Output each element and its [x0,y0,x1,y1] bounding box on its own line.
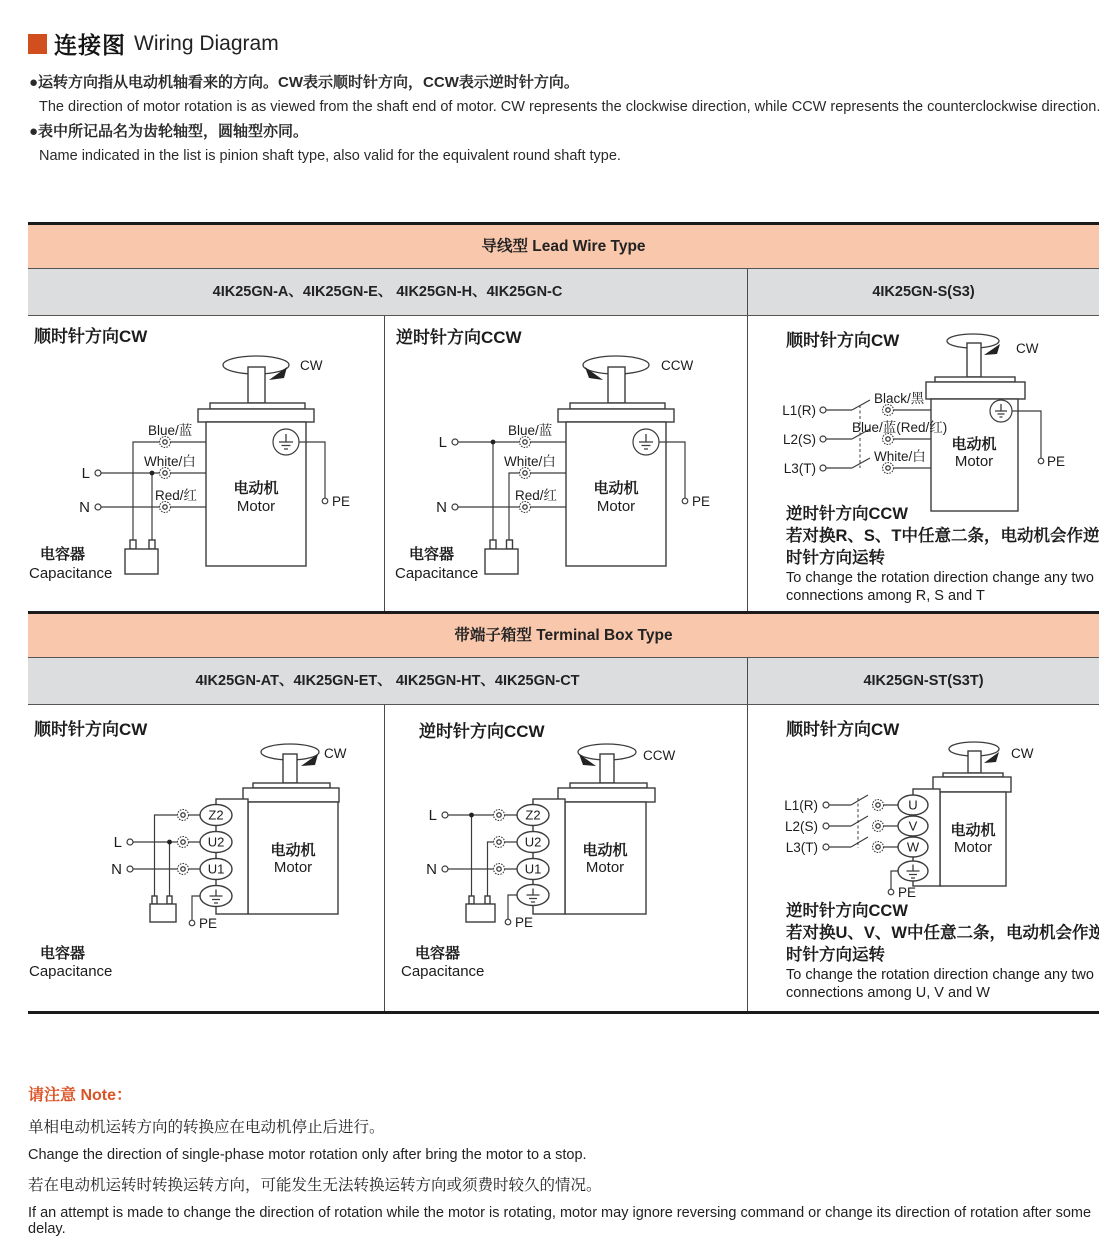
note-line: 时针方向运转 [786,549,885,567]
motor [558,367,674,566]
terminal-box-type-table [28,611,1099,1014]
table-header-terminal-box: 带端子箱型 Terminal Box Type [28,614,1099,658]
page-title [28,27,279,60]
note-line: To change the rotation direction change any two [786,967,1094,983]
pe-label: PE [515,915,534,930]
wire-label-top: Blue/蓝 [508,423,553,438]
wire-label-top: Blue/蓝 [148,423,193,438]
intro-line-zh: ●运转方向指从电动机轴看来的方向。CW表示顺时针方向，CCW表示逆时针方向。 [29,74,579,91]
diagram-s3-cw [748,316,1099,611]
input-terminal-l [127,839,133,845]
rotation-indicator [223,356,323,380]
pe-terminal [505,919,511,925]
wiring [79,422,206,540]
junction-dot [491,440,496,445]
motor-label-zh: 电动机 [233,480,279,497]
input-terminal-n [127,866,133,872]
screw-terminal-icon [178,810,189,875]
input-label-l: L [81,465,90,482]
diagram-terminalbox-cw [28,705,385,1011]
input-label-l: L [428,807,437,824]
input-terminal-t [823,844,829,850]
rotation-label: CW [1011,746,1034,761]
pe-terminal [1038,458,1044,464]
model-row [28,658,1099,705]
pe-label: PE [692,494,711,509]
diagram-s3t-cw [748,705,1099,1011]
diagram-cell-leadwire-cw [28,316,385,611]
input-label-l: L [438,434,447,451]
capacitor-label-en: Capacitance [395,565,479,582]
capacitor-icon [150,904,176,922]
screw-terminal-icon [494,810,505,875]
terminal-label: Z2 [525,807,541,823]
motor-label-en: Motor [585,859,625,876]
wire-label-bot: White/白 [874,449,926,464]
input-terminal-l [442,812,448,818]
motor-label-zh: 电动机 [270,842,316,859]
footer-note-line: 单相电动机运转方向的转换应在电动机停止后进行。 [28,1119,385,1136]
diagram-title: 顺时针方向CW [34,327,148,346]
motor-shaft [248,367,265,403]
note-line: 时针方向运转 [786,946,885,964]
rotation-indicator [261,744,347,766]
motor-shaft [600,754,614,783]
input-terminal-t [820,465,826,471]
model-names-right: 4IK25GN-ST(S3T) [863,673,984,689]
model-names-left: 4IK25GN-A、4IK25GN-E、 4IK25GN-H、4IK25GN-C [28,269,748,315]
input-label-n: N [79,499,90,516]
diagram-title: 顺时针方向CW [786,720,900,739]
motor-label-zh: 电动机 [582,842,628,859]
diagram-title: 逆时针方向CCW [419,722,545,741]
input-label-s: L2(S) [784,819,818,834]
motor-label-zh: 电动机 [951,436,997,453]
wiring [436,422,566,540]
motor-shaft [967,343,981,377]
input-label-n: N [426,861,437,878]
rotation-indicator [578,744,675,766]
motor [216,754,339,914]
model-names-left: 4IK25GN-AT、4IK25GN-ET、 4IK25GN-HT、4IK25GN-CT [28,658,748,704]
motor-label-en: Motor [236,498,276,515]
wiring [782,391,947,476]
input-terminal-n [95,504,101,510]
capacitor-label-zh: 电容器 [40,945,86,962]
diagram-cell-s3 [748,316,1099,611]
motor-flange [243,788,339,802]
input-terminal-l [95,470,101,476]
rotation-label: CW [300,358,323,373]
wire-label-top: Black/黑 [874,391,925,406]
rotation-label: CW [324,746,347,761]
footer-note-line: 若在电动机运转时转换运转方向，可能发生无法转换运转方向或须费时较久的情况。 [28,1177,602,1194]
input-label-n: N [436,499,447,516]
capacitor-label-en: Capacitance [29,963,113,980]
rotation-indicator [583,356,693,380]
wiring [426,807,517,896]
rotation-label: CCW [661,358,694,373]
input-terminal-s [820,436,826,442]
pe-terminal [189,920,195,926]
motor-label-en: Motor [273,859,313,876]
motor-flange [933,777,1011,792]
capacitor [401,896,495,980]
motor-shaft [608,367,625,403]
input-label-n: N [111,861,122,878]
motor-label-en: Motor [596,498,636,515]
model-row [28,269,1099,316]
diagram-title: 顺时针方向CW [786,331,900,350]
page-title-zh: 连接图 [54,32,126,58]
diagram-cell-terminalbox-ccw [385,705,748,1011]
model-names-right: 4IK25GN-S(S3) [872,284,975,300]
capacitor-label-en: Capacitance [401,963,485,980]
junction-dot [167,840,172,845]
rotation-label: CW [1016,341,1039,356]
motor-label-en: Motor [954,453,994,470]
input-label-r: L1(R) [782,403,816,418]
wire-label-bot: Red/红 [515,488,558,503]
motor-flange [198,409,314,422]
motor [913,751,1011,886]
pe-label: PE [1047,454,1066,469]
capacitor-icon [125,549,158,574]
capacitor [29,896,176,980]
diagram-terminalbox-ccw [385,705,748,1011]
intro-line-en: Name indicated in the list is pinion shaft type, also valid for the equivalent round shaft type. [39,148,621,164]
wire-label-mid: Blue/蓝(Red/红) [852,420,948,435]
input-label-l: L [113,834,122,851]
rotation-indicator [949,742,1034,763]
diagram-cell-leadwire-ccw [385,316,748,611]
intro-line-zh: ●表中所记品名为齿轮轴型，圆轴型亦同。 [29,123,309,140]
input-terminal-n [452,504,458,510]
motor-flange [926,382,1025,399]
terminal-label: U1 [207,861,225,877]
input-label-t: L3(T) [783,461,816,476]
footer-note-line: Change the direction of single-phase motor rotation only after bring the motor to a stop. [28,1147,587,1163]
reverse-note [786,900,1099,1001]
input-label-r: L1(R) [784,798,818,813]
note-line: connections among U, V and W [786,985,990,1001]
diagram-cell-terminalbox-cw [28,705,385,1011]
diagram-leadwire-ccw [385,316,748,611]
footer-note [28,1082,1120,1247]
pe-label: PE [332,494,351,509]
table-header-lead-wire: 导线型 Lead Wire Type [28,225,1099,269]
terminal-label: U2 [524,834,542,850]
motor-flange [558,788,655,802]
junction-dot [150,471,155,476]
terminal-label: U2 [207,834,225,850]
terminal-label: U [908,797,918,813]
note-line: To change the rotation direction change any two [786,570,1094,586]
capacitor-label-en: Capacitance [29,565,113,582]
input-terminal-n [442,866,448,872]
title-accent-square-icon [28,34,47,54]
wiring [784,795,898,855]
input-label-t: L3(T) [785,840,818,855]
input-terminal-l [452,439,458,445]
motor-label-zh: 电动机 [593,480,639,497]
screw-terminal-icon [873,800,884,853]
capacitor-label-zh: 电容器 [415,945,461,962]
lead-wire-type-table [28,222,1099,611]
intro-notes [29,71,1100,169]
pe-terminal [888,889,894,895]
reverse-note [786,503,1099,604]
terminal-label: W [906,839,920,855]
diagram-title: 顺时针方向CW [34,720,148,739]
wiring [111,810,200,897]
capacitor-icon [485,549,518,574]
note-line: 若对换R、S、T中任意二条，电动机会作逆 [786,527,1099,545]
junction-dot [469,813,474,818]
input-terminal-s [823,823,829,829]
note-line: 若对换U、V、W中任意二条，电动机会作逆 [786,924,1099,942]
input-terminal-r [823,802,829,808]
motor-shaft [968,751,981,773]
pe-terminal [322,498,328,504]
terminal-label: U1 [524,861,542,877]
terminal-label: V [908,818,918,834]
note-line: 逆时针方向CCW [786,902,908,920]
input-terminal-r [820,407,826,413]
note-line: 逆时针方向CCW [786,505,908,523]
page-title-en: Wiring Diagram [134,31,279,55]
intro-line-en: The direction of motor rotation is as viewed from the shaft end of motor. CW represents the clockwise direction, while CCW represents the counterclockwise direction. [39,99,1101,115]
capacitor-label-zh: 电容器 [40,546,86,563]
capacitor-label-zh: 电容器 [409,546,455,563]
motor-shaft [283,754,297,783]
rotation-indicator [947,334,1039,356]
diagram-row [28,316,1099,611]
diagram-title: 逆时针方向CCW [396,328,522,347]
diagram-leadwire-cw [28,316,385,611]
pe-terminal [682,498,688,504]
footer-note-line: If an attempt is made to change the direction of rotation while the motor is rotating, motor may ignore reversing command or change its direction of rotation after some delay. [28,1205,1092,1237]
terminal-label: Z2 [208,807,224,823]
wire-label-mid: White/白 [504,454,556,469]
motor-label-zh: 电动机 [950,822,996,839]
footer-note-label: 请注意 Note： [28,1087,133,1104]
input-label-s: L2(S) [782,432,816,447]
motor [198,367,314,566]
motor-flange [558,409,674,422]
motor-label-en: Motor [953,839,993,856]
capacitor-icon [466,904,495,922]
capacitor [395,540,518,582]
capacitor [29,540,158,582]
pe-label: PE [898,885,917,900]
note-line: connections among R, S and T [786,588,985,604]
wire-label-bot: Red/红 [155,488,198,503]
rotation-label: CCW [643,748,676,763]
diagram-row [28,705,1099,1011]
motor [533,754,655,914]
diagram-cell-s3t [748,705,1099,1011]
wire-label-mid: White/白 [144,454,196,469]
pe-label: PE [199,916,218,931]
